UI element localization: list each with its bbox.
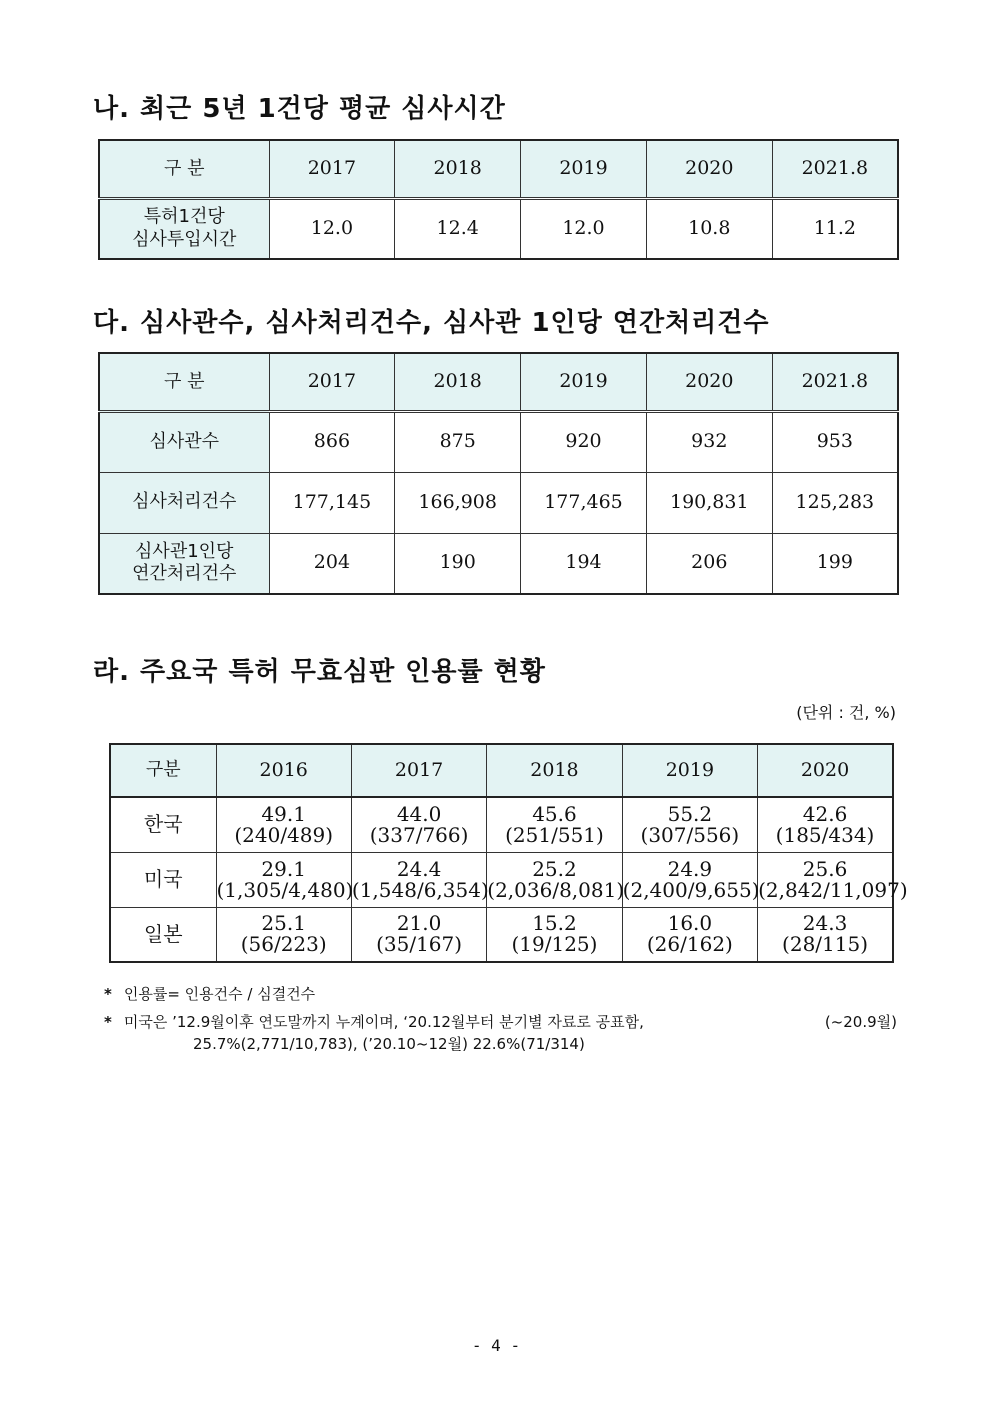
section-b-title: 나. 최근 5년 1건당 평균 심사시간	[93, 94, 506, 124]
rate: 29.1	[261, 856, 306, 881]
header-cell: 2019	[521, 140, 647, 198]
table-header-row	[99, 140, 898, 198]
count: (2,400/9,655)	[622, 877, 760, 902]
header-cell: 구 분	[99, 140, 269, 198]
table-row	[99, 411, 898, 472]
table-cell: 866	[269, 411, 395, 472]
table-cell	[216, 907, 351, 962]
table-cell	[216, 797, 351, 852]
rate: 49.1	[261, 801, 306, 826]
count: (185/434)	[775, 822, 875, 847]
table-cell	[758, 852, 908, 907]
count: (1,548/6,354)	[351, 877, 489, 902]
table-cell: 11.2	[772, 198, 898, 259]
count: (307/556)	[640, 822, 740, 847]
row-label	[99, 198, 269, 259]
table-row	[99, 533, 898, 594]
table-cell: 190,831	[646, 472, 772, 533]
table-cell	[622, 907, 757, 962]
table-row	[110, 907, 893, 962]
count: (337/766)	[369, 822, 469, 847]
header-cell: 2021.8	[772, 140, 898, 198]
header-cell: 2018	[395, 353, 521, 411]
row-label: 심사관수	[99, 411, 269, 472]
asterisk-icon: *	[104, 1013, 112, 1031]
header-cell: 2021.8	[772, 353, 898, 411]
table-cell: 166,908	[395, 472, 521, 533]
count: (1,305/4,480)	[216, 877, 354, 902]
asterisk-icon: *	[104, 985, 112, 1003]
exam-time-table	[98, 139, 899, 260]
rate: 25.1	[261, 911, 306, 936]
count: (26/162)	[646, 932, 733, 957]
header-cell: 2019	[622, 744, 757, 797]
row-label: 한국	[110, 797, 216, 852]
header-cell: 2017	[269, 140, 395, 198]
header-cell: 2020	[646, 140, 772, 198]
row-label-line: 연간처리건수	[132, 563, 237, 585]
table-header-row	[110, 744, 893, 797]
section-c-title: 다. 심사관수, 심사처리건수, 심사관 1인당 연간처리건수	[93, 308, 770, 338]
row-label-line: 심사투입시간	[132, 228, 237, 250]
count: (2,842/11,097)	[758, 877, 908, 902]
row-label	[99, 533, 269, 594]
table-cell: 12.4	[395, 198, 521, 259]
row-label-line: 심사관1인당	[135, 540, 234, 562]
rate: 21.0	[396, 911, 442, 936]
section-d-title: 라. 주요국 특허 무효심판 인용률 현황	[93, 657, 546, 687]
count: (240/489)	[234, 822, 334, 847]
table-cell: 194	[521, 533, 647, 594]
table-row	[99, 198, 898, 259]
table-cell: 920	[521, 411, 647, 472]
header-cell: 2020	[758, 744, 893, 797]
rate: 25.2	[532, 856, 577, 881]
table-cell	[351, 797, 486, 852]
table-cell: 12.0	[269, 198, 395, 259]
rate: 42.6	[802, 801, 848, 826]
header-cell: 2016	[216, 744, 351, 797]
row-label-line: 특허1건당	[143, 206, 225, 228]
rate: 25.6	[802, 856, 848, 881]
table-cell	[351, 852, 489, 907]
examiner-table	[98, 352, 899, 595]
table-cell	[758, 797, 893, 852]
table-cell	[622, 852, 760, 907]
table-cell: 953	[772, 411, 898, 472]
header-cell: 2019	[521, 353, 647, 411]
rate: 16.0	[667, 911, 713, 936]
table-cell: 932	[646, 411, 772, 472]
row-label: 심사처리건수	[99, 472, 269, 533]
table-cell	[487, 907, 622, 962]
rate: 15.2	[532, 911, 577, 936]
footnote-2-continued: 25.7%(2,771/10,783), (’20.10~12월) 22.6%(71/314)	[193, 1035, 585, 1053]
row-label: 일본	[110, 907, 216, 962]
count: (56/223)	[240, 932, 327, 957]
row-label: 미국	[110, 852, 216, 907]
header-cell: 구 분	[99, 353, 269, 411]
count: (19/125)	[511, 932, 598, 957]
table-cell: 190	[395, 533, 521, 594]
table-cell	[758, 907, 893, 962]
footnote-text: 미국은 ’12.9월이후 연도말까지 누계이며, ‘20.12월부터 분기별 자료로 공표함,	[123, 1013, 644, 1031]
invalidation-table	[109, 743, 908, 963]
table-cell: 204	[269, 533, 395, 594]
header-cell: 2020	[646, 353, 772, 411]
count: (2,036/8,081)	[487, 877, 625, 902]
table-cell	[487, 852, 625, 907]
table-cell	[487, 797, 622, 852]
table-row	[99, 472, 898, 533]
table-cell: 206	[646, 533, 772, 594]
rate: 24.9	[667, 856, 713, 881]
count: (35/167)	[376, 932, 463, 957]
table-cell: 177,145	[269, 472, 395, 533]
header-cell: 2018	[395, 140, 521, 198]
header-cell: 2017	[269, 353, 395, 411]
rate: 45.6	[532, 801, 577, 826]
table-row	[110, 797, 893, 852]
rate: 24.3	[802, 911, 848, 936]
count: (28/115)	[782, 932, 869, 957]
table-row	[110, 852, 893, 907]
rate: 44.0	[396, 801, 442, 826]
table-cell: 125,283	[772, 472, 898, 533]
footnote-text: 인용률= 인용건수 / 심결건수	[123, 985, 316, 1003]
header-cell: 2017	[351, 744, 486, 797]
table-header-row	[99, 353, 898, 411]
table-cell	[351, 907, 486, 962]
table-cell: 875	[395, 411, 521, 472]
header-cell: 구분	[110, 744, 216, 797]
table-cell	[216, 852, 354, 907]
page-number: - 4 -	[471, 1336, 521, 1355]
header-cell: 2018	[487, 744, 622, 797]
table-cell: 177,465	[521, 472, 647, 533]
footnote-1	[104, 983, 315, 1004]
table-cell: 12.0	[521, 198, 647, 259]
rate: 24.4	[396, 856, 442, 881]
count: (251/551)	[505, 822, 604, 847]
rate: 55.2	[667, 801, 713, 826]
table-cell	[622, 797, 757, 852]
table-cell: 10.8	[646, 198, 772, 259]
footnote-2	[104, 1011, 897, 1032]
table-cell: 199	[772, 533, 898, 594]
footnote-right: (~20.9월)	[824, 1013, 897, 1031]
unit-label: (단위 : 건, %)	[796, 703, 896, 722]
